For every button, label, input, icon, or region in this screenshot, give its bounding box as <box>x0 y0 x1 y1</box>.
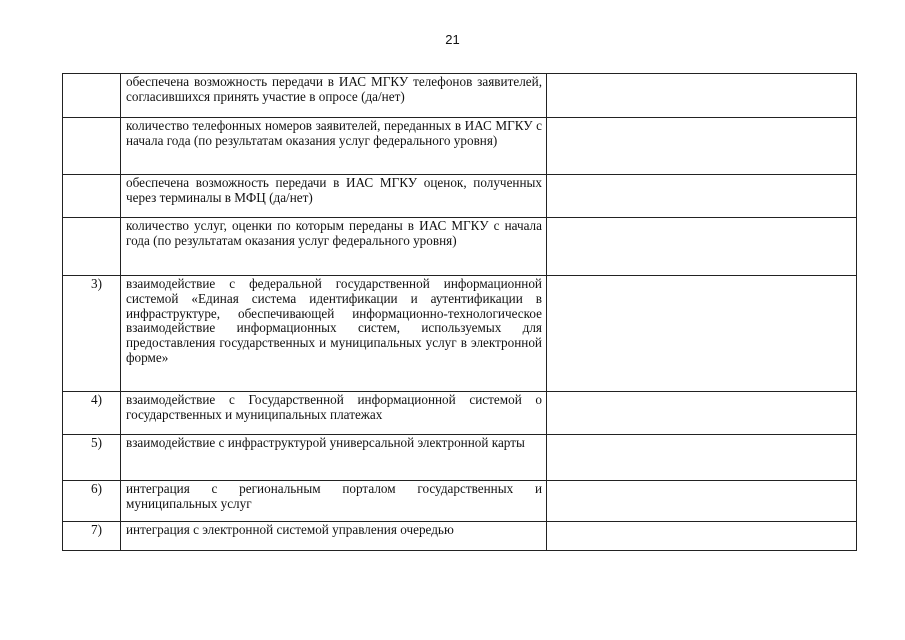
row-description: взаимодействие с Государственной информационной системой о государственных и муниципальных платежах <box>121 392 547 435</box>
row-value <box>547 118 857 175</box>
row-number: 6) <box>63 481 121 522</box>
row-description: количество услуг, оценки по которым переданы в ИАС МГКУ с начала года (по результатам оказания услуг федерального уровня) <box>121 218 547 276</box>
indicator-table <box>62 73 857 551</box>
row-value <box>547 276 857 392</box>
row-value <box>547 481 857 522</box>
row-description: обеспечена возможность передачи в ИАС МГКУ оценок, полученных через терминалы в МФЦ (да/нет) <box>121 175 547 218</box>
row-number: 4) <box>63 392 121 435</box>
table-row <box>63 522 857 551</box>
row-number <box>63 74 121 118</box>
table-row <box>63 118 857 175</box>
row-value <box>547 435 857 481</box>
row-description: интеграция с электронной системой управления очередью <box>121 522 547 551</box>
row-value <box>547 392 857 435</box>
row-description: интеграция с региональным порталом государственных и муниципальных услуг <box>121 481 547 522</box>
table-row <box>63 218 857 276</box>
table-row <box>63 481 857 522</box>
row-number <box>63 118 121 175</box>
row-value <box>547 522 857 551</box>
row-number <box>63 175 121 218</box>
row-description: взаимодействие с федеральной государственной информационной системой «Единая система идентификации и аутентификации в инфраструктуре, обеспечивающей информационно-технологическое взаимодействие информационных систем, используемых для предоставления государственных и муниципальных услуг в электронной форме» <box>121 276 547 392</box>
row-number <box>63 218 121 276</box>
row-description: количество телефонных номеров заявителей, переданных в ИАС МГКУ с начала года (по результатам оказания услуг федерального уровня) <box>121 118 547 175</box>
table-row <box>63 392 857 435</box>
row-description: обеспечена возможность передачи в ИАС МГКУ телефонов заявителей, согласившихся принять участие в опросе (да/нет) <box>121 74 547 118</box>
row-number: 5) <box>63 435 121 481</box>
page-number: 21 <box>445 32 460 47</box>
row-value <box>547 175 857 218</box>
table-row <box>63 435 857 481</box>
table-row <box>63 74 857 118</box>
row-number: 3) <box>63 276 121 392</box>
table-row <box>63 175 857 218</box>
row-value <box>547 218 857 276</box>
row-description: взаимодействие с инфраструктурой универсальной электронной карты <box>121 435 547 481</box>
row-value <box>547 74 857 118</box>
row-number: 7) <box>63 522 121 551</box>
table-row <box>63 276 857 392</box>
